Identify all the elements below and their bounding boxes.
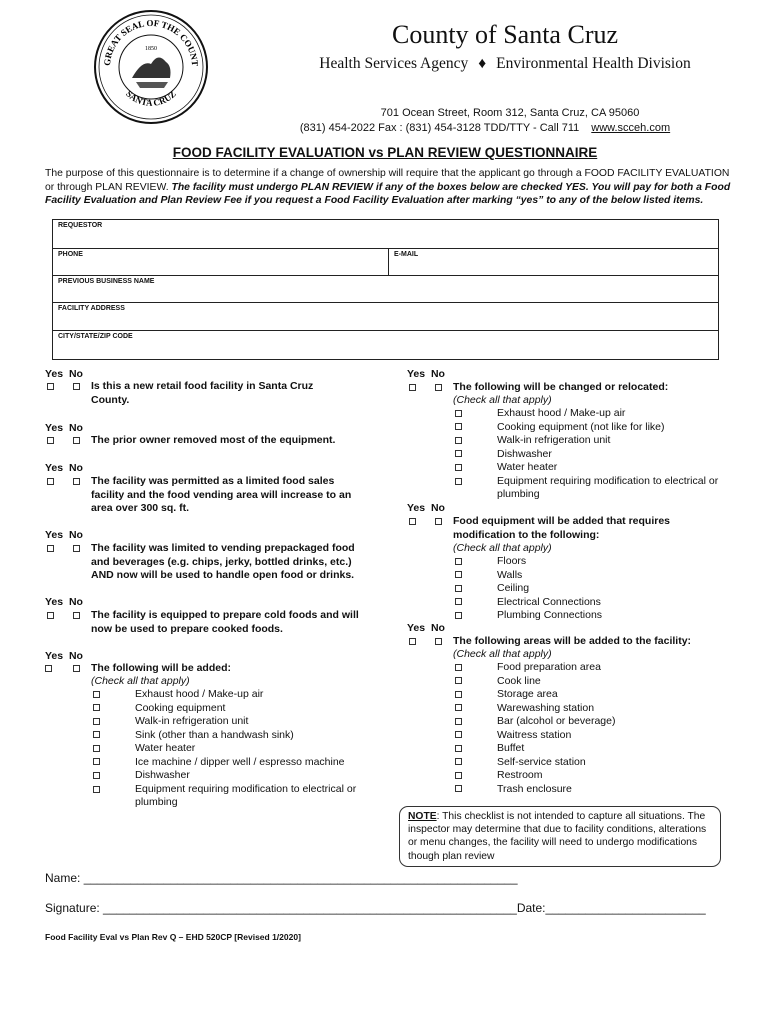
checklist: [455, 661, 727, 796]
seal-top-text: GREAT SEAL OF THE COUNT: [101, 17, 201, 67]
facility-address-label: FACILITY ADDRESS: [58, 305, 125, 312]
page-title: FOOD FACILITY EVALUATION vs PLAN REVIEW QUESTIONNAIRE: [172, 145, 598, 160]
checklist-item[interactable]: Cooking equipment: [93, 702, 373, 716]
phone-label: PHONE: [58, 251, 83, 258]
intro-paragraph: [45, 167, 735, 208]
yes-no-header: [407, 622, 445, 634]
no-checkbox[interactable]: [73, 478, 80, 485]
no-label: No: [68, 462, 83, 474]
checklist-item[interactable]: Walls: [455, 569, 727, 583]
question-text: The prior owner removed most of the equipment.: [91, 434, 336, 446]
name-underline: _________________________________________________________________: [83, 871, 518, 885]
date-label: Date:: [516, 901, 546, 915]
question-text: Is this a new retail food facility in Santa Cruz County.: [91, 380, 314, 406]
yes-checkbox[interactable]: [409, 384, 416, 391]
requestor-label: REQUESTOR: [58, 222, 103, 229]
signature-underline: ______________________________________________________________: [103, 901, 517, 915]
checklist-item[interactable]: Bar (alcohol or beverage): [455, 715, 727, 729]
yes-checkbox[interactable]: [47, 478, 54, 485]
no-label: No: [430, 368, 445, 380]
checklist-item[interactable]: Buffet: [455, 742, 727, 756]
previous-business-label: PREVIOUS BUSINESS NAME: [58, 278, 155, 285]
diamond-separator-icon: ♦: [478, 55, 487, 72]
agency-name: Health Services Agency: [319, 55, 469, 72]
form-footer: Food Facility Eval vs Plan Rev Q – EHD 520CP [Revised 1/2020]: [45, 932, 301, 942]
checklist-item[interactable]: Water heater: [455, 461, 727, 475]
previous-business-field[interactable]: [53, 276, 718, 303]
checklist-item[interactable]: Sink (other than a handwash sink): [93, 729, 373, 743]
checklist-item[interactable]: Warewashing station: [455, 702, 727, 716]
checklist-item[interactable]: Electrical Connections: [455, 596, 727, 610]
note-text: : This checklist is not intended to capture all situations. The inspector may determine that due to facility conditions, alterations or menu changes, the facility will need to undergo modifications though plan review: [408, 811, 707, 862]
field-divider: [388, 249, 389, 275]
yes-label: Yes: [407, 502, 426, 514]
no-checkbox[interactable]: [435, 384, 442, 391]
question-text: The facility is equipped to prepare cold foods and will now be used to prepare cooked foods.: [91, 609, 359, 635]
yes-label: Yes: [45, 462, 64, 474]
intro-plain: The purpose of this questionnaire is to determine if a change of ownership will require that the applicant go through a FOOD FACILITY EVALUATION or through PLAN REVIEW.: [45, 168, 730, 193]
note-label: NOTE: [408, 811, 437, 822]
checklist-item[interactable]: Equipment requiring modification to electrical or plumbing: [455, 475, 727, 502]
question-text: The facility was limited to vending prepackaged food and beverages (e.g. chips, jerky, bottled drinks, etc.) AND now will be used to handle open food or drinks.: [91, 542, 355, 581]
checklist-item[interactable]: Ceiling: [455, 582, 727, 596]
division-name: Environmental Health Division: [496, 55, 691, 72]
checklist: [455, 555, 727, 623]
no-label: No: [68, 529, 83, 541]
yes-no-header: [45, 529, 83, 541]
checklist-item[interactable]: Cook line: [455, 675, 727, 689]
no-checkbox[interactable]: [435, 518, 442, 525]
question-text: Food equipment will be added that requires modification to the following:: [453, 515, 671, 541]
yes-label: Yes: [45, 529, 64, 541]
no-checkbox[interactable]: [73, 612, 80, 619]
checklist-item[interactable]: Ice machine / dipper well / espresso machine: [93, 756, 373, 770]
yes-no-header: [407, 502, 445, 514]
checklist-item[interactable]: Restroom: [455, 769, 727, 783]
street-address: 701 Ocean Street, Room 312, Santa Cruz, CA 95060: [380, 107, 640, 119]
facility-address-field[interactable]: [53, 303, 718, 331]
no-label: No: [430, 502, 445, 514]
no-checkbox[interactable]: [73, 383, 80, 390]
checklist: [455, 407, 727, 502]
yes-no-header: [45, 462, 83, 474]
phone-numbers: (831) 454-2022 Fax : (831) 454-3128 TDD/TTY - Call 711: [299, 122, 580, 134]
yes-label: Yes: [407, 368, 426, 380]
note-box: [399, 806, 721, 867]
intro-emphasis: The facility must undergo PLAN REVIEW if any of the boxes below are checked YES. You will pay for both a Food Facility Evaluation and Plan Review Fee if you request a Food Facility Evaluation after marking “yes” to any of the below listed items.: [45, 181, 731, 207]
checklist-item[interactable]: Floors: [455, 555, 727, 569]
question-text: The following areas will be added to the facility:: [453, 635, 692, 647]
check-all-note: (Check all that apply): [453, 648, 552, 660]
no-checkbox[interactable]: [435, 638, 442, 645]
check-all-note: (Check all that apply): [91, 675, 190, 687]
website-link[interactable]: www.scceh.com: [591, 122, 671, 134]
county-name: County of Santa Cruz: [391, 20, 619, 49]
seal-year: 1850: [145, 46, 157, 52]
checklist-item[interactable]: Waitress station: [455, 729, 727, 743]
contact-line: [255, 122, 715, 134]
no-label: No: [68, 368, 83, 380]
city-state-zip-field[interactable]: [53, 331, 718, 361]
signature-label: Signature:: [45, 901, 104, 915]
checklist: [93, 688, 373, 810]
yes-checkbox[interactable]: [409, 638, 416, 645]
question-text: The facility was permitted as a limited food sales facility and the food vending area will increase to an area over 300 sq. ft.: [91, 475, 352, 514]
agency-line: [240, 55, 770, 73]
no-label: No: [68, 422, 83, 434]
no-checkbox[interactable]: [73, 665, 80, 672]
checklist-item[interactable]: Equipment requiring modification to electrical or plumbing: [93, 783, 373, 810]
seal-bottom-text: SANTA CRUZ: [124, 88, 178, 108]
yes-no-header: [45, 368, 83, 380]
city-state-zip-label: CITY/STATE/ZIP CODE: [58, 333, 133, 340]
checklist-item[interactable]: Walk-in refrigeration unit: [455, 434, 727, 448]
check-all-note: (Check all that apply): [453, 542, 552, 554]
signature-line[interactable]: [45, 901, 706, 915]
email-label: E-MAIL: [394, 251, 419, 258]
no-label: No: [430, 622, 445, 634]
phone-email-row: [53, 249, 718, 276]
checklist-item[interactable]: Exhaust hood / Make-up air: [93, 688, 373, 702]
date-underline: ________________________: [545, 901, 706, 915]
yes-label: Yes: [45, 422, 64, 434]
yes-checkbox[interactable]: [47, 383, 54, 390]
yes-no-header: [45, 596, 83, 608]
checklist-item[interactable]: Self-service station: [455, 756, 727, 770]
requestor-field[interactable]: [53, 220, 718, 249]
yes-checkbox[interactable]: [47, 545, 54, 552]
checklist-item[interactable]: Cooking equipment (not like for like): [455, 421, 727, 435]
check-all-note: (Check all that apply): [453, 394, 552, 406]
requestor-form: [52, 219, 719, 360]
checklist-item[interactable]: Trash enclosure: [455, 783, 727, 797]
yes-no-header: [407, 368, 445, 380]
no-checkbox[interactable]: [73, 437, 80, 444]
county-seal: [92, 8, 210, 126]
yes-label: Yes: [45, 368, 64, 380]
no-checkbox[interactable]: [73, 545, 80, 552]
question-text: The following will be changed or relocated:: [453, 381, 669, 393]
checklist-item[interactable]: Food preparation area: [455, 661, 727, 675]
yes-label: Yes: [407, 622, 426, 634]
checklist-item[interactable]: Plumbing Connections: [455, 609, 727, 623]
yes-checkbox[interactable]: [409, 518, 416, 525]
yes-checkbox[interactable]: [45, 665, 52, 672]
yes-label: Yes: [45, 596, 64, 608]
checklist-item[interactable]: Exhaust hood / Make-up air: [455, 407, 727, 421]
no-label: No: [68, 650, 83, 662]
svg-text:SANTA CRUZ: [124, 89, 178, 108]
yes-checkbox[interactable]: [47, 437, 54, 444]
checklist-item[interactable]: Dishwasher: [93, 769, 373, 783]
checklist-item[interactable]: Storage area: [455, 688, 727, 702]
no-label: No: [68, 596, 83, 608]
yes-checkbox[interactable]: [47, 612, 54, 619]
checklist-item[interactable]: Dishwasher: [455, 448, 727, 462]
yes-no-header: [45, 422, 83, 434]
name-line[interactable]: [45, 871, 518, 885]
name-label: Name:: [45, 871, 84, 885]
yes-no-header: [45, 650, 83, 662]
checklist-item[interactable]: Walk-in refrigeration unit: [93, 715, 373, 729]
yes-label: Yes: [45, 650, 64, 662]
checklist-item[interactable]: Water heater: [93, 742, 373, 756]
question-text: The following will be added:: [91, 662, 231, 674]
